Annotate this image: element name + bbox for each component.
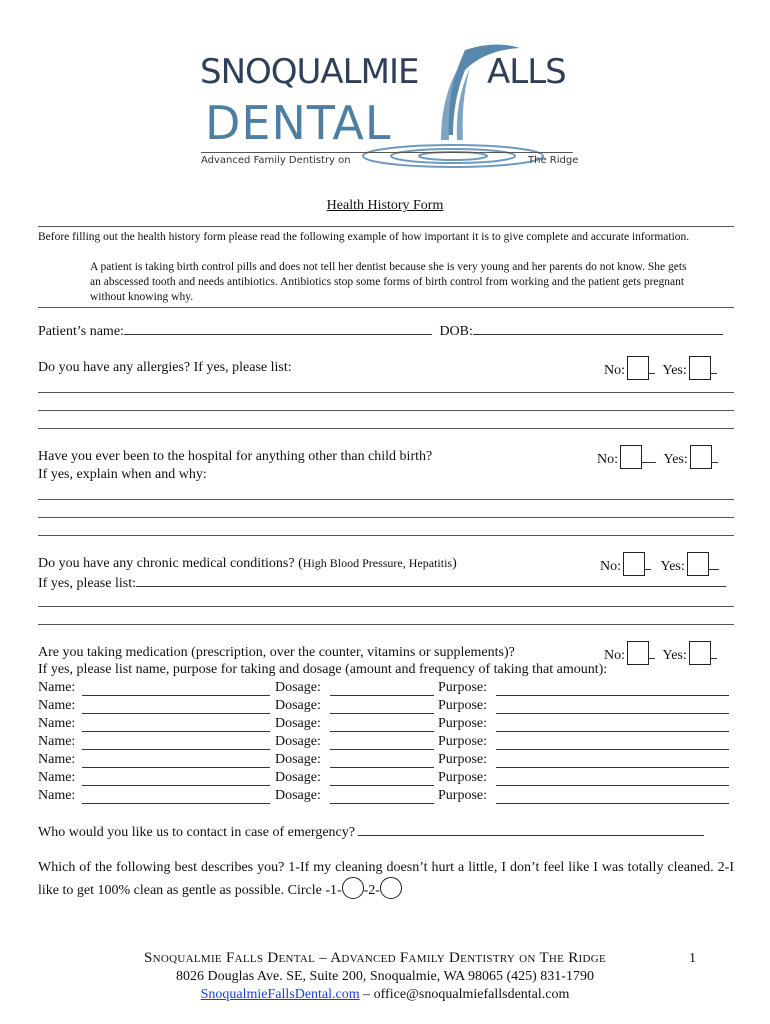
footer-email: – office@snoqualmiefallsdental.com (359, 987, 570, 1002)
medication-row: Name: Dosage: Purpose: (38, 698, 734, 716)
allergies-yes-no: No: Yes: (604, 356, 717, 380)
medication-name-field[interactable] (82, 791, 270, 804)
medication-row: Name: Dosage: Purpose: (38, 788, 734, 806)
intro-text: Before filling out the health history form please read the following example of how important it is to give complete and accurate information. (38, 231, 690, 243)
page-number: 1 (689, 951, 696, 966)
logo (195, 40, 580, 175)
medication-row: Name: Dosage: Purpose: (38, 716, 734, 734)
medication-name-field[interactable] (82, 755, 270, 768)
hospital-no-checkbox[interactable] (620, 445, 642, 469)
intro-top-rule (38, 226, 734, 227)
medication-no-checkbox[interactable] (627, 641, 649, 665)
medication-name-field[interactable] (82, 683, 270, 696)
chronic-question: Do you have any chronic medical conditions? (High Blood Pressure, Hepatitis) (38, 556, 457, 571)
logo-tagline-rule (201, 152, 573, 153)
cleaning-question: Which of the following best describes you? 1-If my cleaning doesn’t hurt a little, I don’t feel like I was totally cleaned. 2-I like to get 100% clean as gentle as possible. Circle -1- -2- (38, 860, 734, 898)
chronic-yes-checkbox[interactable] (687, 552, 709, 576)
logo-line1: SNOQUALMIE (200, 52, 419, 92)
intro-bottom-rule (38, 307, 734, 308)
patient-name-row (38, 322, 723, 340)
hospital-followup: If yes, explain when and why: (38, 467, 207, 482)
chronic-line-1[interactable] (38, 606, 734, 607)
medication-dosage-field[interactable] (330, 683, 434, 696)
medication-row: Name: Dosage: Purpose: (38, 770, 734, 788)
medication-name-field[interactable] (82, 719, 270, 732)
medication-dosage-field[interactable] (330, 791, 434, 804)
chronic-no-checkbox[interactable] (623, 552, 645, 576)
chronic-followup-row: If yes, please list: (38, 574, 726, 592)
hospital-line-3[interactable] (38, 535, 734, 536)
medication-name-field[interactable] (82, 773, 270, 786)
medication-dosage-field[interactable] (330, 701, 434, 714)
hospital-yes-no: No: Yes: (597, 445, 718, 469)
medication-yes-checkbox[interactable] (689, 641, 711, 665)
medication-dosage-field[interactable] (330, 737, 434, 750)
intro-example: A patient is taking birth control pills and does not tell her dentist because she is very young and her parents do not know. She gets an abscessed tooth and needs antibiotics. Antibiotics stop some forms of birth control from working and the patient gets pregnant without knowing why. (90, 261, 687, 303)
medication-name-field[interactable] (82, 701, 270, 714)
hospital-yes-checkbox[interactable] (690, 445, 712, 469)
medication-purpose-field[interactable] (496, 719, 729, 732)
allergies-line-1[interactable] (38, 392, 734, 393)
logo-tagline-left: Advanced Family Dentistry on (201, 155, 351, 166)
allergies-line-2[interactable] (38, 410, 734, 411)
logo-tagline-right: The Ridge (528, 155, 579, 166)
medication-dosage-field[interactable] (330, 719, 434, 732)
medication-name-field[interactable] (82, 737, 270, 750)
medication-purpose-field[interactable] (496, 755, 729, 768)
chronic-line-2[interactable] (38, 624, 734, 625)
allergies-line-3[interactable] (38, 428, 734, 429)
medication-followup: If yes, please list name, purpose for taking and dosage (amount and frequency of taking that amount): (38, 662, 608, 677)
allergies-no-checkbox[interactable] (627, 356, 649, 380)
allergies-question: Do you have any allergies? If yes, please list: (38, 360, 292, 375)
dob-label: DOB: (439, 324, 473, 339)
medication-question: Are you taking medication (prescription, over the counter, vitamins or supplements)? (38, 645, 515, 660)
cleaning-option-2-circle[interactable] (380, 877, 402, 899)
medication-row: Name: Dosage: Purpose: (38, 680, 734, 698)
cleaning-option-1-circle[interactable] (342, 877, 364, 899)
medication-dosage-field[interactable] (330, 773, 434, 786)
medication-purpose-field[interactable] (496, 701, 729, 714)
footer-contact (0, 987, 770, 1003)
medication-row: Name: Dosage: Purpose: (38, 752, 734, 770)
hospital-question: Have you ever been to the hospital for anything other than child birth? (38, 449, 433, 464)
logo-line1-falls: ALLS (487, 52, 566, 92)
medication-yes-no: No: Yes: (604, 641, 717, 665)
hospital-line-2[interactable] (38, 517, 734, 518)
medication-row: Name: Dosage: Purpose: (38, 734, 734, 752)
logo-line2: DENTAL (205, 96, 392, 150)
patient-name-label: Patient’s name: (38, 324, 124, 339)
medication-dosage-field[interactable] (330, 755, 434, 768)
emergency-row: Who would you like us to contact in case of emergency? (38, 823, 704, 841)
footer-title: Snoqualmie Falls Dental – Advanced Family Dentistry on The Ridge (144, 950, 606, 966)
medication-purpose-field[interactable] (496, 791, 729, 804)
form-title: Health History Form (326, 198, 444, 213)
patient-name-field[interactable] (124, 322, 432, 335)
chronic-yes-no: No: Yes: (600, 552, 719, 576)
medication-purpose-field[interactable] (496, 773, 729, 786)
emergency-contact-field[interactable] (358, 823, 704, 836)
chronic-examples: High Blood Pressure, Hepatitis (302, 556, 453, 570)
hospital-line-1[interactable] (38, 499, 734, 500)
allergies-yes-checkbox[interactable] (689, 356, 711, 380)
medication-purpose-field[interactable] (496, 737, 729, 750)
footer-address: 8026 Douglas Ave. SE, Suite 200, Snoqualmie, WA 98065 (425) 831-1790 (176, 969, 594, 984)
medication-purpose-field[interactable] (496, 683, 729, 696)
website-link[interactable]: SnoqualmieFallsDental.com (200, 987, 360, 1002)
dob-field[interactable] (473, 322, 723, 335)
